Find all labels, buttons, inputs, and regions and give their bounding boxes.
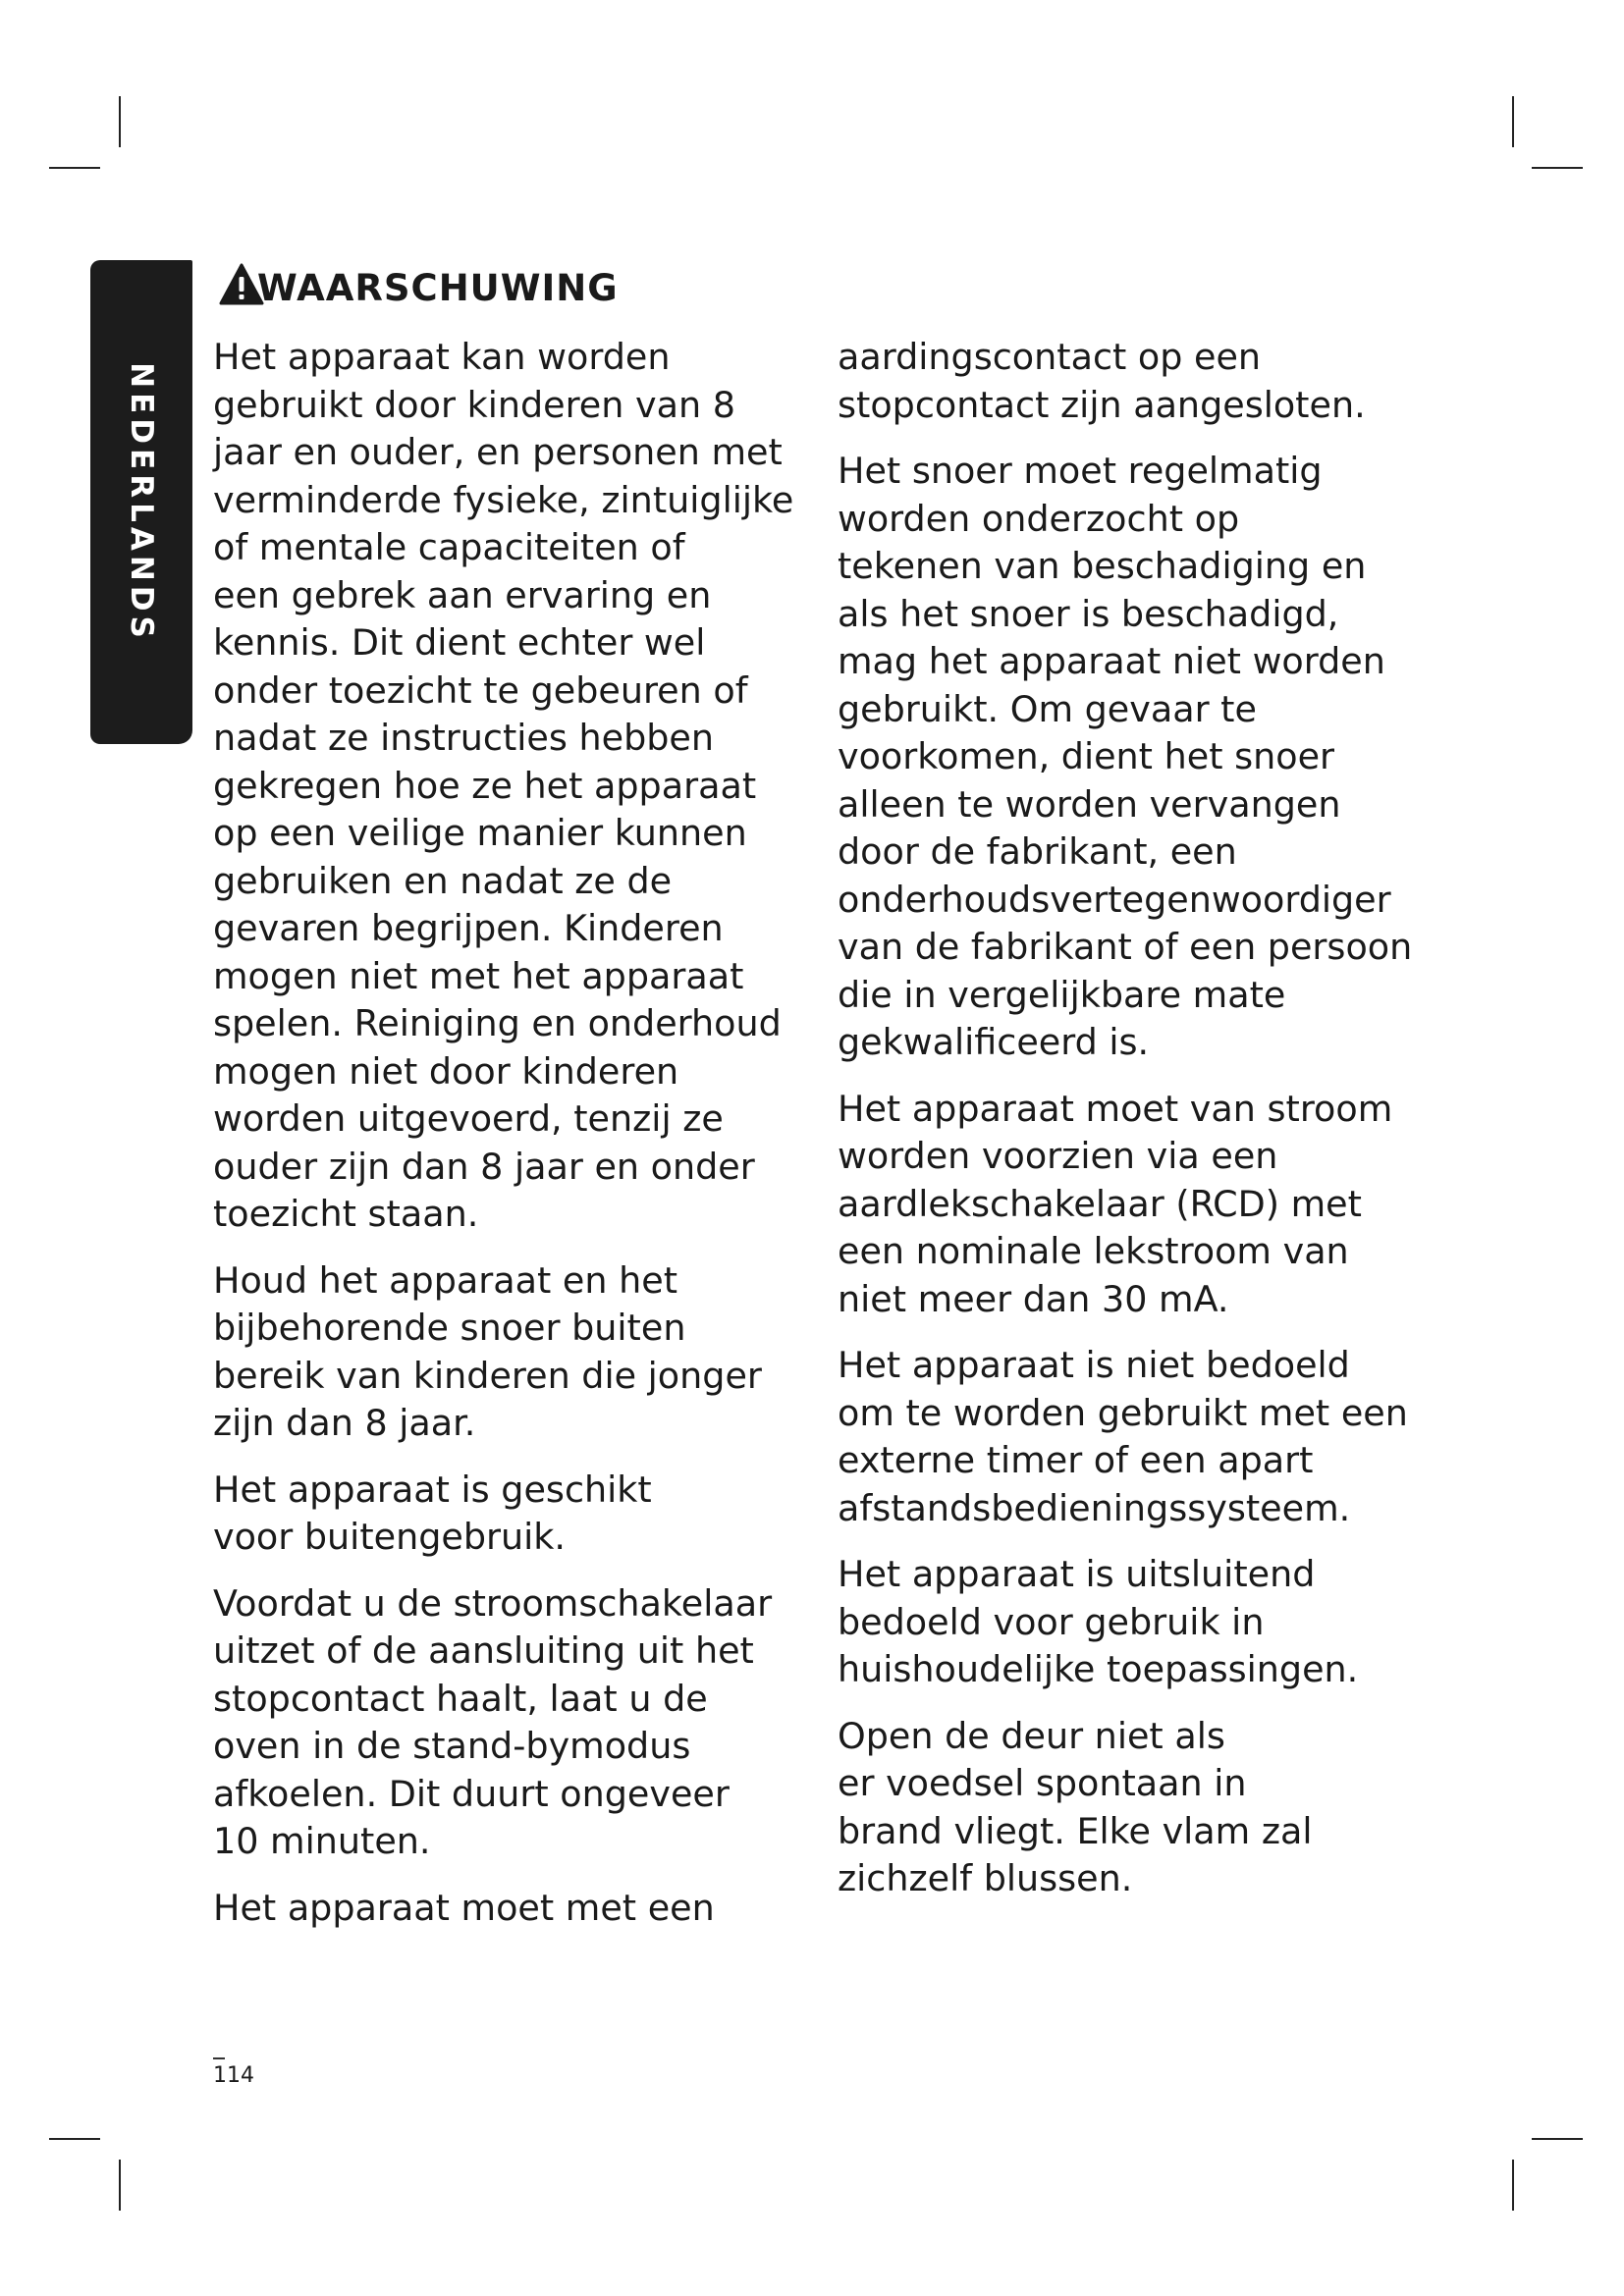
page-number-dash bbox=[213, 2057, 225, 2059]
crop-mark-bottom-right-vertical bbox=[1512, 2160, 1514, 2211]
paragraph: Het apparaat moet met een bbox=[213, 1886, 715, 1929]
paragraph: Het apparaat is geschikt voor buitengebruik. bbox=[213, 1468, 652, 1558]
paragraph: Houd het apparaat en het bijbehorende snoer buiten bereik van kinderen die jonger zijn dan 8 jaar. bbox=[213, 1258, 762, 1444]
paragraph: Het snoer moet regelmatig worden onderzocht op tekenen van beschadiging en als het snoer is beschadigd, mag het apparaat niet worden gebruikt. Om gevaar te voorkomen, dient het snoer alleen te worden vervangen door de fabrikant, een onderhoudsvertegenwoordiger van de fabrikant of een persoon die in vergelijkbare mate gekwalificeerd is. bbox=[838, 450, 1413, 1063]
page-number: 114 bbox=[213, 2063, 254, 2088]
right-column bbox=[838, 334, 1446, 1922]
crop-mark-bottom-left-vertical bbox=[119, 2160, 121, 2211]
crop-mark-top-left-horizontal bbox=[49, 167, 100, 169]
crop-mark-bottom-left-horizontal bbox=[49, 2138, 100, 2140]
crop-mark-top-right-horizontal bbox=[1532, 167, 1583, 169]
paragraph: Open de deur niet als er voedsel spontaan in brand vliegt. Elke vlam zal zichzelf blussen. bbox=[838, 1714, 1313, 1899]
paragraph: Het apparaat is niet bedoeld om te worden gebruikt met een externe timer of een apart afstandsbedieningssysteem. bbox=[838, 1344, 1408, 1529]
paragraph: Voordat u de stroomschakelaar uitzet of de aansluiting uit het stopcontact haalt, laat u de oven in de stand-bymodus afkoelen. Dit duurt ongeveer 10 minuten. bbox=[213, 1581, 773, 1862]
crop-mark-top-right-vertical bbox=[1512, 96, 1514, 147]
crop-mark-top-left-vertical bbox=[119, 96, 121, 147]
left-column bbox=[213, 334, 802, 1950]
crop-mark-bottom-right-horizontal bbox=[1532, 2138, 1583, 2140]
paragraph: Het apparaat moet van stroom worden voorzien via een aardlekschakelaar (RCD) met een nominale lekstroom van niet meer dan 30 mA. bbox=[838, 1087, 1393, 1320]
warning-heading bbox=[218, 255, 619, 314]
paragraph: Het apparaat kan worden gebruikt door kinderen van 8 jaar en ouder, en personen met verminderde fysieke, zintuiglijke of mentale capaciteiten of een gebrek aan ervaring en kennis. Dit dient echter wel onder toezicht te gebeuren of nadat ze instructies hebben gekregen hoe ze het apparaat op een veilige manier kunnen gebruiken en nadat ze de gevaren begrijpen. Kinderen mogen niet met het apparaat spelen. Reiniging en onderhoud mogen niet door kinderen worden uitgevoerd, tenzij ze ouder zijn dan 8 jaar en onder toezicht staan. bbox=[213, 336, 794, 1235]
paragraph: aardingscontact op een stopcontact zijn aangesloten. bbox=[838, 336, 1366, 426]
warning-title: WAARSCHUWING bbox=[257, 266, 619, 309]
language-tab bbox=[90, 260, 192, 744]
paragraph: Het apparaat is uitsluitend bedoeld voor gebruik in huishoudelijke toepassingen. bbox=[838, 1553, 1359, 1690]
language-tab-label: NEDERLANDS bbox=[124, 361, 159, 643]
